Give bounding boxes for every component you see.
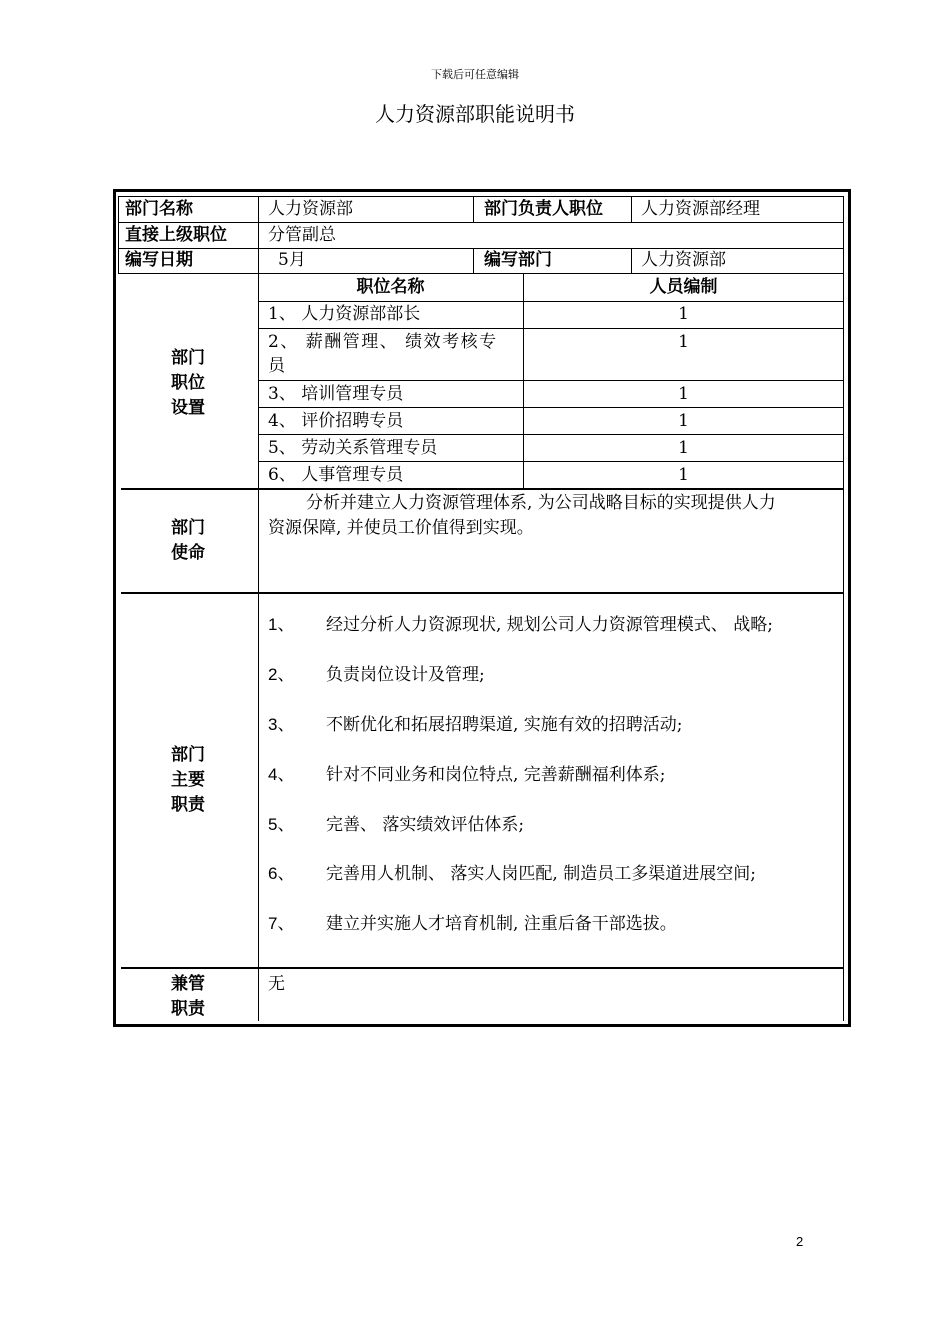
duties-section-label: 部门 主要 职责 [171,745,205,815]
position-name: 3、 培训管理专员 [268,384,404,404]
position-count: 1 [678,465,689,485]
table-rule [258,434,844,435]
table-rule [121,488,844,490]
extra-duties-section-label: 兼管 职责 [171,974,205,1019]
table-rule [118,222,844,223]
table-rule [118,196,119,273]
table-rule [473,196,474,222]
mission-section-label: 部门 使命 [171,518,205,563]
author-dept-label: 编写部门 [484,250,552,270]
position-name: 4、 评价招聘专员 [268,411,404,431]
table-rule [258,196,259,1021]
table-rule [258,301,844,302]
position-name: 5、 劳动关系管理专员 [268,438,438,458]
position-name: 2、 薪酬管理、 绩效考核专 [268,332,498,352]
date-label: 编写日期 [125,250,193,270]
head-title-value: 人力资源部经理 [641,199,760,219]
table-rule [118,196,844,197]
superior-value: 分管副总 [268,225,336,245]
position-count: 1 [678,332,689,352]
mission-text-line2: 资源保障, 并使员工价值得到实现。 [268,518,534,538]
position-count: 1 [678,304,689,324]
author-dept-value: 人力资源部 [641,250,726,270]
position-count: 1 [678,438,689,458]
position-name: 1、 人力资源部部长 [268,304,421,324]
table-rule [258,380,844,381]
table-rule [258,328,844,329]
position-name: 6、 人事管理专员 [268,465,404,485]
table-rule [631,248,632,273]
col-header-headcount: 人员编制 [649,277,718,297]
date-value: 5月 [278,250,306,270]
table-rule [631,196,632,222]
page-number: 2 [796,1234,804,1249]
position-count: 1 [678,411,689,431]
mission-text-line1: 分析并建立人力资源管理体系, 为公司战略目标的实现提供人力 [306,493,776,513]
dept-name-label: 部门名称 [125,199,193,219]
document-title: 人力资源部职能说明书 [375,102,575,126]
positions-section-label: 部门 职位 设置 [171,348,205,418]
table-rule [118,273,844,274]
position-name-wrap: 员 [268,356,285,376]
position-count: 1 [678,384,689,404]
table-rule [118,248,844,249]
table-rule [258,407,844,408]
head-title-label: 部门负责人职位 [484,199,603,219]
col-header-position: 职位名称 [356,277,425,297]
extra-duties-value: 无 [268,974,285,994]
table-rule [121,592,844,594]
dept-name-value: 人力资源部 [268,199,353,219]
table-rule [473,248,474,273]
superior-label: 直接上级职位 [125,225,227,245]
watermark-text: 下载后可任意编辑 [431,68,519,81]
table-rule [121,967,844,969]
table-rule [258,461,844,462]
